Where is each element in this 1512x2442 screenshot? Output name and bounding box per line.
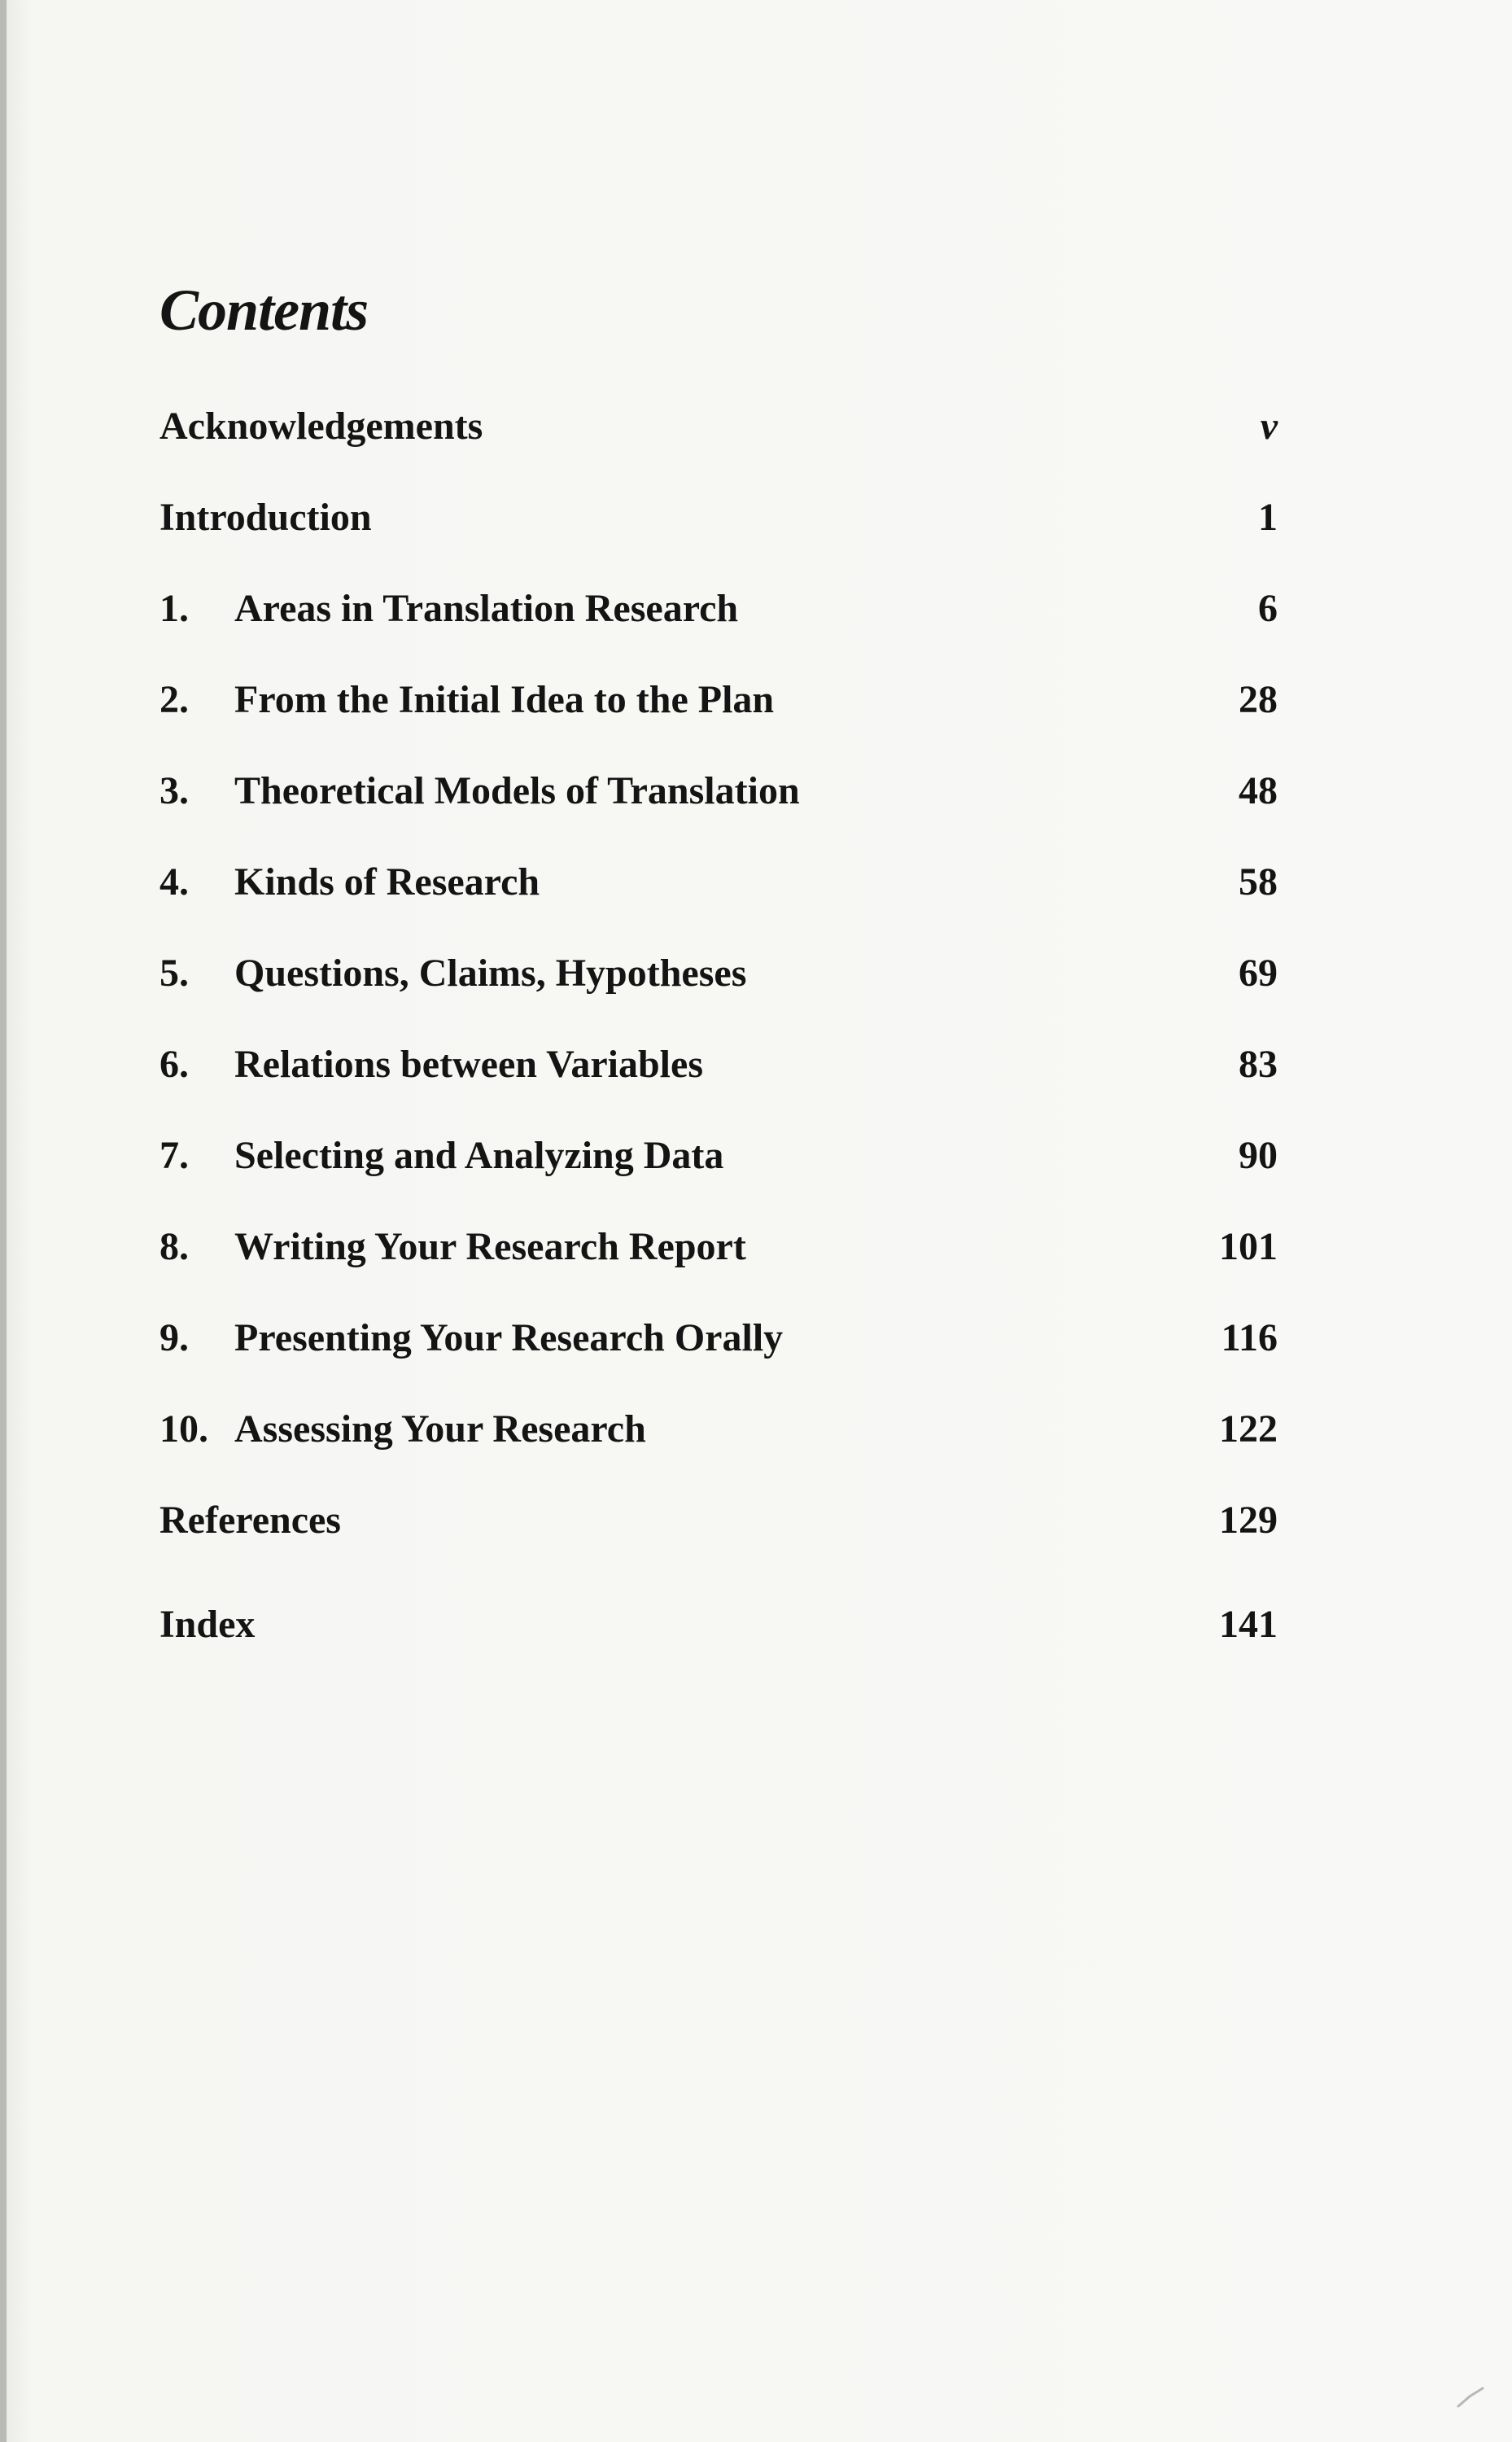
toc-entry-number: 5. — [160, 952, 189, 995]
toc-entry-page: 1 — [1258, 496, 1278, 539]
toc-entry-chapter-8 — [160, 1214, 1278, 1280]
toc-entry-chapter-9 — [160, 1306, 1278, 1371]
toc-entry-chapter-2 — [160, 667, 1278, 733]
page-title: Contents — [160, 278, 369, 343]
toc-entry-title: Areas in Translation Research — [234, 587, 739, 630]
toc-entry-title: Acknowledgements — [160, 405, 483, 448]
toc-entry-page: 122 — [1219, 1407, 1278, 1451]
toc-entry-number: 6. — [160, 1043, 189, 1086]
toc-entry-introduction — [160, 485, 1278, 550]
toc-entry-acknowledgements — [160, 394, 1278, 459]
toc-entry-page: 58 — [1239, 860, 1278, 904]
toc-entry-page: v — [1260, 405, 1278, 448]
toc-entry-number: 3. — [160, 769, 189, 812]
toc-entry-title: Theoretical Models of Translation — [234, 769, 800, 812]
toc-entry-page: 101 — [1219, 1225, 1278, 1268]
toc-entry-title: From the Initial Idea to the Plan — [234, 678, 775, 721]
table-of-contents — [160, 0, 1278, 2442]
toc-entry-number: 7. — [160, 1134, 189, 1177]
toc-entry-page: 129 — [1219, 1499, 1278, 1542]
toc-entry-chapter-6 — [160, 1032, 1278, 1097]
toc-entry-title: Introduction — [160, 496, 372, 539]
toc-entry-page: 69 — [1239, 952, 1278, 995]
page-edge — [0, 0, 7, 2442]
toc-entry-page: 116 — [1221, 1316, 1278, 1359]
toc-entry-number: 2. — [160, 678, 189, 721]
toc-entry-page: 141 — [1219, 1603, 1278, 1646]
page-corner-mark — [1455, 2385, 1488, 2409]
toc-entry-references — [160, 1488, 1278, 1553]
toc-entry-title: Selecting and Analyzing Data — [234, 1134, 724, 1177]
toc-entry-chapter-3 — [160, 759, 1278, 824]
toc-entry-title: Presenting Your Research Orally — [234, 1316, 784, 1359]
toc-entry-page: 48 — [1239, 769, 1278, 812]
toc-entry-title: Writing Your Research Report — [234, 1225, 746, 1268]
toc-entry-chapter-10 — [160, 1397, 1278, 1462]
toc-entry-page: 90 — [1239, 1134, 1278, 1177]
toc-entry-number: 10. — [160, 1407, 208, 1451]
toc-entry-number: 4. — [160, 860, 189, 904]
toc-entry-page: 83 — [1239, 1043, 1278, 1086]
toc-entry-title: References — [160, 1499, 341, 1542]
toc-entry-index — [160, 1592, 1278, 1657]
toc-entry-chapter-7 — [160, 1123, 1278, 1188]
toc-entry-chapter-1 — [160, 576, 1278, 641]
toc-entry-number: 1. — [160, 587, 189, 630]
toc-entry-title: Kinds of Research — [234, 860, 540, 904]
toc-entry-title: Assessing Your Research — [234, 1407, 646, 1451]
toc-entry-title: Questions, Claims, Hypotheses — [234, 952, 747, 995]
toc-entry-chapter-4 — [160, 850, 1278, 915]
toc-entry-chapter-5 — [160, 941, 1278, 1006]
toc-entry-page: 6 — [1258, 587, 1278, 630]
toc-entry-number: 8. — [160, 1225, 189, 1268]
toc-entry-title: Relations between Variables — [234, 1043, 703, 1086]
toc-entry-title: Index — [160, 1603, 256, 1646]
toc-entry-page: 28 — [1239, 678, 1278, 721]
toc-entry-number: 9. — [160, 1316, 189, 1359]
